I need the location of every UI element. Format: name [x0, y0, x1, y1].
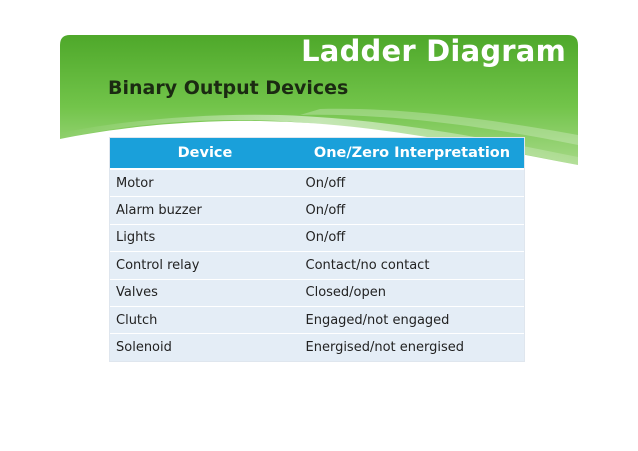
interpretation-cell: Energised/not energised — [301, 334, 524, 361]
table-row — [110, 306, 524, 333]
device-cell: Motor — [110, 169, 301, 197]
interpretation-cell: On/off — [301, 197, 524, 224]
device-cell: Control relay — [110, 252, 301, 279]
output-devices-table — [110, 138, 524, 361]
table-header-row — [110, 138, 524, 169]
table-row — [110, 169, 524, 197]
device-cell: Alarm buzzer — [110, 197, 301, 224]
interpretation-cell: Closed/open — [301, 279, 524, 306]
slide-subtitle: Binary Output Devices — [108, 77, 349, 99]
column-header-device: Device — [110, 138, 301, 169]
table-row — [110, 334, 524, 361]
slide-title: Ladder Diagram — [301, 34, 566, 68]
interpretation-cell: Engaged/not engaged — [301, 306, 524, 333]
interpretation-cell: On/off — [301, 169, 524, 197]
device-cell: Valves — [110, 279, 301, 306]
device-cell: Lights — [110, 224, 301, 251]
column-header-interpretation: One/Zero Interpretation — [301, 138, 524, 169]
table-row — [110, 224, 524, 251]
device-cell: Clutch — [110, 306, 301, 333]
interpretation-cell: On/off — [301, 224, 524, 251]
device-cell: Solenoid — [110, 334, 301, 361]
table-row — [110, 252, 524, 279]
table-row — [110, 197, 524, 224]
interpretation-cell: Contact/no contact — [301, 252, 524, 279]
table-row — [110, 279, 524, 306]
